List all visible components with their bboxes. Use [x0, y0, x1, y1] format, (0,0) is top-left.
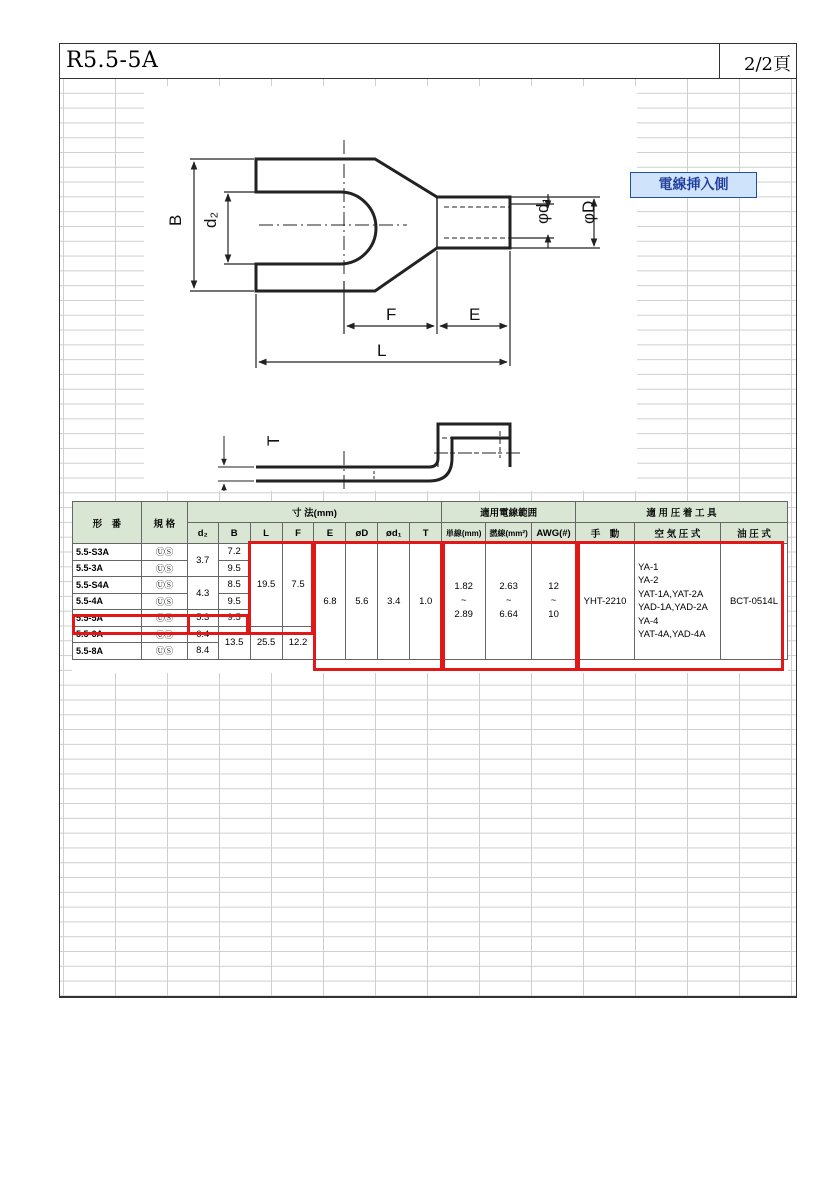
d2-cell: 6.4 [187, 626, 218, 643]
stranded-sep: ~ [505, 595, 512, 607]
spreadsheet-sheet [59, 43, 797, 998]
pneumatic-tool: YAT-1A,YAT-2A [638, 588, 704, 600]
awg-range-cell [532, 544, 576, 660]
header-d2: d₂ [187, 523, 218, 544]
wire-insert-side-label: 電線挿入側 [630, 172, 757, 198]
standard-cell: ⓊⓈ [141, 544, 187, 561]
standard-cell: ⓊⓈ [141, 610, 187, 627]
b-cell: 7.2 [218, 544, 250, 561]
header-F: F [282, 523, 314, 544]
header-solid: 単線(mm) [442, 523, 486, 544]
model-cell: 5.5-3A [73, 560, 142, 577]
b-cell: 9.5 [218, 560, 250, 577]
d2-cell: 8.4 [187, 643, 218, 660]
spec-table-area [72, 501, 788, 673]
hydraulic-tool-cell: BCT-0514L [720, 544, 787, 660]
label-E: E [469, 305, 481, 324]
pneumatic-tool: YA-2 [638, 575, 659, 587]
header-T: T [410, 523, 442, 544]
table-row [73, 544, 788, 561]
b-cell: 8.5 [218, 577, 250, 594]
d-cell: 5.6 [346, 544, 378, 660]
model-cell: 5.5-S4A [73, 577, 142, 594]
solid-range-cell [442, 544, 486, 660]
model-cell: 5.5-6A [73, 626, 142, 643]
header-L: L [250, 523, 282, 544]
title-row [60, 44, 796, 79]
stranded-range-cell [486, 544, 532, 660]
page-number: 2/2頁 [744, 54, 791, 75]
pneumatic-tool: YAT-4A,YAD-4A [638, 629, 706, 641]
header-wire-range: 適用電線範囲 [442, 502, 576, 523]
pneumatic-tool: YA-4 [638, 615, 659, 627]
header-d1: ød₁ [378, 523, 410, 544]
f-cell: 7.5 [282, 544, 314, 627]
d1-cell: 3.4 [378, 544, 410, 660]
b-cell: 9.5 [218, 610, 250, 627]
pneumatic-tools-cell [635, 544, 721, 660]
b-cell: 9.5 [218, 593, 250, 610]
manual-tool-cell: YHT-2210 [576, 544, 635, 660]
d2-cell: 5.3 [187, 610, 218, 627]
t-cell: 1.0 [410, 544, 442, 660]
terminal-drawing-svg [144, 86, 637, 491]
standard-cell: ⓊⓈ [141, 593, 187, 610]
label-d2: d₂ [201, 211, 220, 228]
page-number-cell [719, 44, 796, 78]
stranded-max: 6.64 [499, 609, 518, 621]
solid-min: 1.82 [454, 581, 473, 593]
d2-cell: 4.3 [187, 577, 218, 610]
f-cell: 12.2 [282, 626, 314, 659]
label-F: F [386, 305, 397, 324]
header-standard: 規 格 [141, 502, 187, 544]
awg-max: 10 [548, 609, 559, 621]
top-view-labels [166, 198, 598, 446]
header-hydraulic: 油 圧 式 [720, 523, 787, 544]
b-cell: 13.5 [218, 626, 250, 659]
label-B: B [166, 214, 185, 226]
spec-table [72, 501, 788, 660]
d2-cell: 3.7 [187, 544, 218, 577]
standard-cell: ⓊⓈ [141, 560, 187, 577]
l-cell: 25.5 [250, 626, 282, 659]
model-cell: 5.5-5A [73, 610, 142, 627]
standard-cell: ⓊⓈ [141, 626, 187, 643]
stranded-min: 2.63 [499, 581, 518, 593]
header-B: B [218, 523, 250, 544]
document-title: R5.5-5A [66, 48, 159, 73]
l-cell: 19.5 [250, 544, 282, 627]
header-D: øD [346, 523, 378, 544]
header-tools: 適 用 圧 着 工 具 [576, 502, 788, 523]
top-view-dimensions [190, 159, 600, 368]
pneumatic-tool: YA-1 [638, 561, 659, 573]
header-manual: 手 動 [576, 523, 635, 544]
awg-min: 12 [548, 581, 559, 593]
label-T: T [264, 435, 283, 446]
label-phi-d1: φd₁ [533, 197, 552, 224]
top-view-centerlines [259, 140, 407, 278]
label-L: L [377, 341, 387, 360]
terminal-drawing [144, 86, 637, 491]
pneumatic-tool: YAD-1A,YAD-2A [638, 602, 708, 614]
model-cell: 5.5-S3A [73, 544, 142, 561]
header-dimensions: 寸 法(mm) [187, 502, 441, 523]
header-pneumatic: 空 気 圧 式 [635, 523, 721, 544]
standard-cell: ⓊⓈ [141, 643, 187, 660]
solid-sep: ~ [460, 595, 467, 607]
header-awg: AWG(#) [532, 523, 576, 544]
label-phi-D: φD [579, 200, 598, 224]
model-cell: 5.5-4A [73, 593, 142, 610]
header-model: 形 番 [73, 502, 142, 544]
header-E: E [314, 523, 346, 544]
model-cell: 5.5-8A [73, 643, 142, 660]
standard-cell: ⓊⓈ [141, 577, 187, 594]
e-cell: 6.8 [314, 544, 346, 660]
header-stranded: 撚線(mm²) [486, 523, 532, 544]
awg-sep: ~ [550, 595, 557, 607]
solid-max: 2.89 [454, 609, 473, 621]
